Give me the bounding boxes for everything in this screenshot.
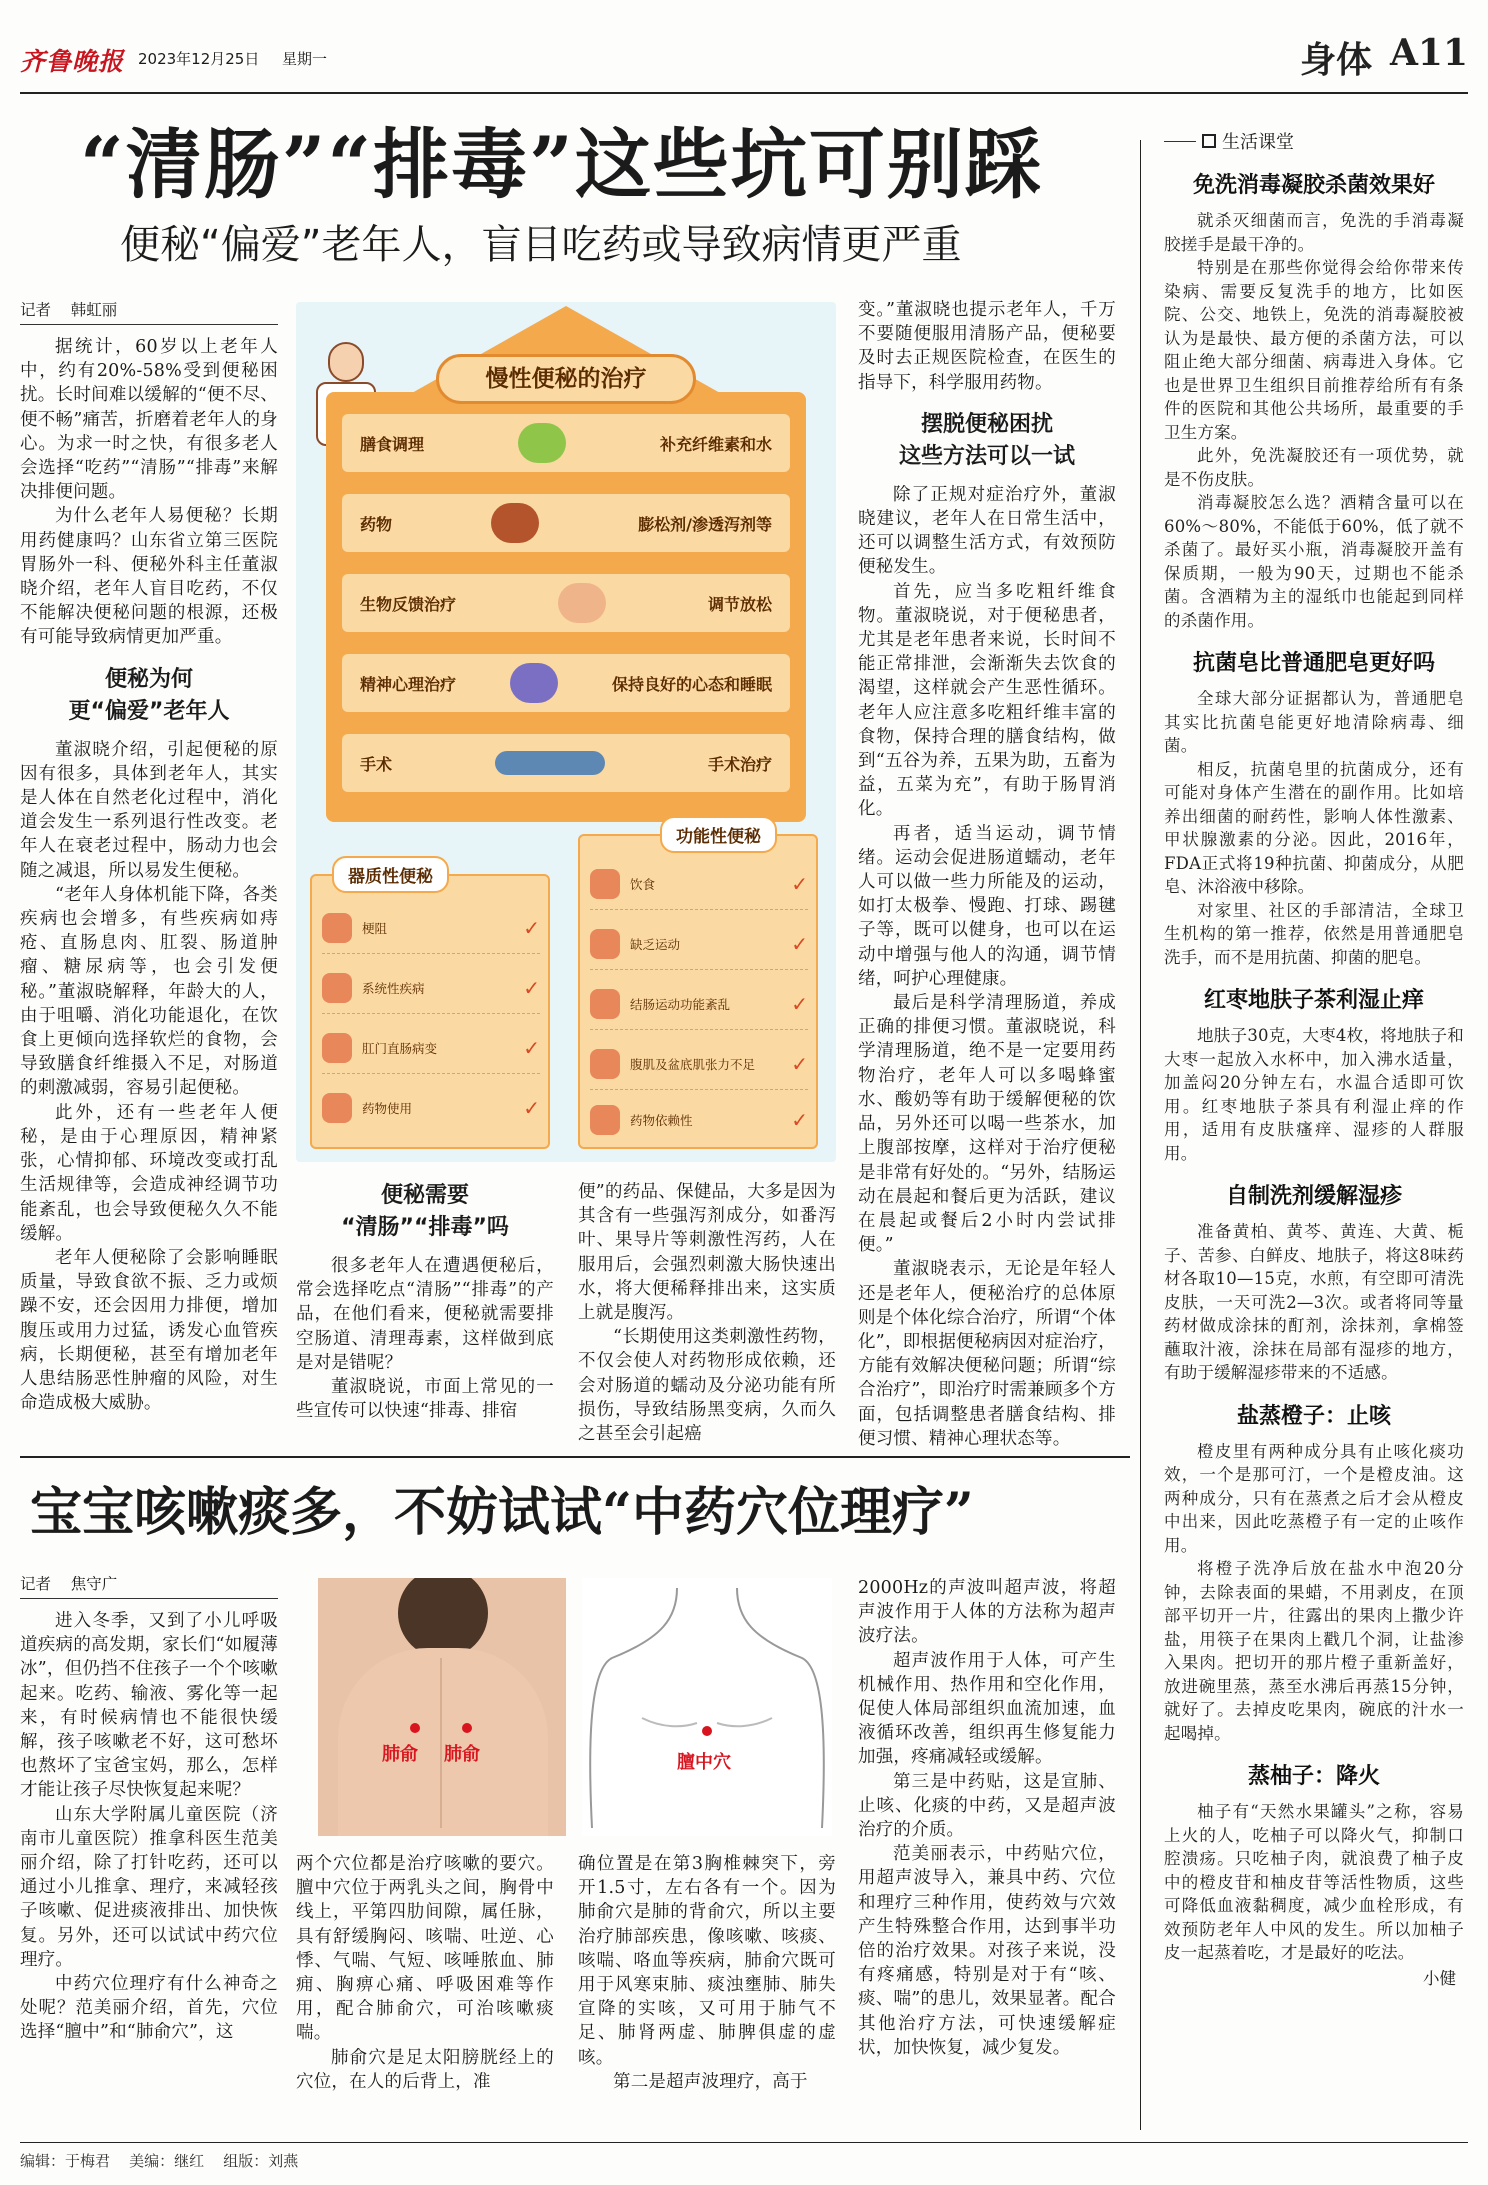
square-icon [1202, 134, 1216, 148]
paragraph: 山东大学附属儿童医院（济南市儿童医院）推拿科医生范美丽介绍，除了打针吃药，还可以通过小儿推拿、理疗，来减轻孩子咳嗽、促进痰液排出、加快恢复。另外，还可以试试中药穴位理疗。 [20, 1804, 278, 1970]
subheading-escape: 摆脱便秘困扰 这些方法可以一试 [898, 411, 1075, 469]
cause-row [322, 1022, 540, 1074]
layout-name: 刘燕 [268, 2152, 299, 2170]
treatment-row [342, 414, 790, 472]
check-icon: ✓ [791, 871, 808, 896]
cause-label: 系统性疾病 [362, 980, 425, 996]
art-name: 继红 [174, 2152, 205, 2170]
article2-col3 [578, 1852, 836, 2094]
paragraph: 此外，还有一些老年人便秘，是由于心理原因，精神紧张，心情抑郁、环境改变或打乱生活规律等，会造成神经调节功能紊乱，也会导致便秘久久不能缓解。 [20, 1102, 278, 1244]
treatment-row [342, 734, 790, 792]
sidebar-paragraph: 消毒凝胶怎么选？酒精含量可以在60%～80%，不能低于60%，低了就不杀菌了。最好买小瓶，消毒凝胶开盖有保质期，一般为90天，过期也不能杀菌。含酒精为主的湿纸巾也能起到同样的杀菌作用。 [1164, 493, 1464, 630]
paragraph: 很多老年人在遭遇便秘后，常会选择吃点“清肠”“排毒”的产品，在他们看来，便秘就需要排空肠道、清理毒素，这样做到底是对是错呢？ [296, 1256, 554, 1373]
sidebar-section-title: 抗菌皂比普通肥皂更好吗 [1192, 651, 1435, 676]
medicine-icon [322, 1093, 352, 1123]
masthead-rule [20, 92, 1468, 94]
cause-label: 药物依赖性 [630, 1113, 693, 1128]
newspaper-logo: 齐鲁晚报 [20, 47, 125, 76]
paragraph: 超声波作用于人体，可产生机械作用、热作用和空化作用，促使人体局部组织血流加速，血液循环改善，组织再生修复能力加强，疼痛减轻或缓解。 [858, 1650, 1116, 1768]
vegetable-icon [518, 423, 566, 463]
article1-subtitle: 便秘“偏爱”老年人，盲目吃药或导致病情更严重 [120, 222, 962, 268]
treatment-infographic [296, 302, 836, 1162]
acupoint-label: 肺俞 [444, 1744, 480, 1765]
sidebar-paragraph: 橙皮里有两种成分具有止咳化痰功效，一个是那可汀，一个是橙皮油。这两种成分，只有在蒸煮之后才会从橙皮中出来，因此吃蒸橙子有一定的止咳作用。 [1164, 1441, 1464, 1555]
sidebar-paragraph: 准备黄柏、黄芩、黄连、大黄、栀子、苦参、白鲜皮、地肤子，将这8味药材各取10—15克，水煎，有空即可清洗皮肤，一天可洗2—3次。或者将同等量药材做成涂抹的酊剂，涂抹剂，拿棉签蘸取汁液，涂抹在局部有湿疹的地方，有助于缓解湿疹带来的不适感。 [1164, 1222, 1464, 1382]
article1-col1 [20, 298, 278, 1415]
acupoint-dot [410, 1723, 420, 1733]
footer-rule [20, 2142, 1468, 2143]
article2-title: 宝宝咳嗽痰多，不妨试试“中药穴位理疗” [30, 1482, 974, 1543]
acupoint-dot [462, 1723, 472, 1733]
sidebar-paragraph: 将橙子洗净后放在盐水中泡20分钟，去除表面的果蜡，不用剥皮，在顶部平切开一片，往露出的果肉上撒少许盐，用筷子在果肉上戳几个洞，让盐渗入果肉。把切开的那片橙子重新盖好，放进碗里蒸，蒸至水沸后再蒸15分钟，就好了。去掉皮吃果肉，碗底的汁水一起喝掉。 [1164, 1559, 1464, 1743]
check-icon: ✓ [791, 1108, 808, 1132]
organic-title: 器质性便秘 [332, 856, 449, 893]
paragraph: 变。”董淑晓也提示老年人，千万不要随便服用清肠产品，便秘要及时去正规医院检查，在医生的指导下，科学服用药物。 [858, 300, 1116, 393]
cause-label: 药物使用 [362, 1101, 413, 1116]
cause-row [590, 918, 808, 970]
masthead [20, 28, 1468, 90]
paragraph: 首先，应当多吃粗纤维食物。董淑晓说，对于便秘患者，尤其是老年患者来说，长时间不能正常排泄，会渐渐失去饮食的渴望，这样就会产生恶性循环。老年人应注意多吃粗纤维丰富的食物，保持合理的膳食结构，做到“五谷为养，五果为助，五畜为益，五菜为充”，有助于肠胃消化。 [858, 581, 1116, 820]
cause-label: 结肠运动功能紊乱 [630, 996, 731, 1012]
paragraph: 中药穴位理疗有什么神奇之处呢？范美丽介绍，首先，穴位选择“膻中”和“肺俞穴”，这 [20, 1974, 278, 2043]
paragraph: 范美丽表示，中药贴穴位，用超声波导入，兼具中药、穴位和理疗三种作用，使药效与穴效产生特殊整合作用，达到事半功倍的治疗效果。对孩子来说，没有疼痛感，特别是对于有“咳、痰、喘”的患儿，效果显著。配合其他治疗方法，可快速缓解症状，加快恢复，减少复发。 [858, 1844, 1116, 2058]
art-label: 美编 [129, 2152, 160, 2170]
colon-icon [322, 1033, 352, 1063]
article1-col2 [296, 1180, 554, 1423]
brain-icon [558, 583, 606, 623]
cause-label: 梗阻 [362, 920, 388, 936]
treatment-row [342, 574, 790, 632]
sidebar-paragraph: 对家里、社区的手部清洁，全球卫生机构的第一推荐，依然是用普通肥皂洗手，而不是用抗菌、抑菌的肥皂。 [1164, 900, 1464, 967]
paragraph: 再者，适当运动，调节情绪。运动会促进肠道蠕动，老年人可以做一些力所能及的运动，如打太极拳、慢跑、打球、踢毽子等，既可以健身，也可以在运动中增强与他人的沟通，调节情绪，呵护心理健康。 [858, 823, 1116, 989]
functional-title: 功能性便秘 [660, 816, 777, 853]
check-icon: ✓ [523, 975, 540, 1000]
sidebar-section-title: 盐蒸橙子：止咳 [1236, 1403, 1391, 1429]
article1-col4 [858, 298, 1116, 1451]
paragraph: “长期使用这类刺激性药物，不仅会使人对药物形成依赖，还会对肠道的蠕动及分泌功能有所损伤，导致结肠黑变病，久而久之甚至会引起癌 [578, 1327, 836, 1445]
treatment-row [342, 494, 790, 552]
paragraph: 进入冬季，又到了小儿呼吸道疾病的高发期，家长们“如履薄冰”，但仍挡不住孩子一个个咳嗽起来。吃药、输液、雾化等一起来，有时候病情也不能很快缓解，孩子咳嗽老不好，这可愁坏也熬坏了宝爸宝妈，那么，怎样才能让孩子尽快恢复起来呢？ [20, 1611, 278, 1801]
check-icon: ✓ [523, 1096, 540, 1120]
sidebar-paragraph: 就杀灭细菌而言，免洗的手消毒凝胶搓手是最干净的。 [1164, 211, 1464, 254]
child-back-photo [318, 1578, 566, 1836]
article2-col4 [858, 1576, 1116, 2060]
sidebar-paragraph: 柚子有“天然水果罐头”之称，容易上火的人，吃柚子可以降火气，抑制口腔溃疡。只吃柚子肉，就浪费了柚子皮中的橙皮苷和柚皮苷等活性物质，这些可降低血液黏稠度，减少血栓形成，有效预防老年人中风的发生。所以加柚子皮一起蒸着吃，才是最好的吃法。 [1164, 1802, 1464, 1962]
paragraph: 董淑晓表示，无论是年轻人还是老年人，便秘治疗的总体原则是个体化综合治疗，所谓“个体化”，即根据便秘病因对症治疗，方能有效解决便秘问题；所谓“综合治疗”，即治疗时需兼顾多个方面，包括调整患者膳食结构、排便习惯、精神心理状态等。 [858, 1259, 1116, 1449]
editor-label: 编辑 [20, 2152, 51, 2170]
subheading-need: 便秘需要 “清肠”“排毒”吗 [341, 1183, 509, 1240]
cause-row [590, 1038, 808, 1090]
pill-bottle-icon [491, 503, 539, 543]
pelvis-icon [590, 1049, 620, 1079]
check-icon: ✓ [791, 1051, 808, 1076]
food-icon [590, 869, 620, 899]
sofa-icon [590, 929, 620, 959]
sidebar-life-tips [1164, 128, 1464, 1989]
sidebar-divider [1140, 140, 1141, 2130]
article1-title: “清肠”“排毒”这些坑可别踩 [80, 120, 1043, 209]
treatment-effect: 膨松剂/渗透泻剂等 [638, 514, 772, 534]
acupoint-dot [702, 1726, 712, 1736]
cause-label: 缺乏运动 [630, 936, 681, 952]
sidebar-header [1164, 128, 1464, 154]
sidebar-section-title: 自制洗剂缓解湿疹 [1225, 1184, 1402, 1209]
article-divider [20, 1456, 1130, 1458]
treatment-method: 膳食调理 [360, 434, 425, 454]
organic-constipation-box [310, 867, 550, 1149]
acupoint-label: 膻中穴 [677, 1752, 731, 1773]
cause-row [322, 902, 540, 954]
check-icon: ✓ [791, 931, 808, 956]
layout-label: 组版 [223, 2152, 254, 2170]
paragraph: 董淑晓说，市面上常见的一些宣传可以快速“排毒、排宿 [296, 1377, 554, 1422]
paragraph: 2000Hz的声波叫超声波，将超声波作用于人体的方法称为超声波疗法。 [858, 1578, 1116, 1647]
operating-table-icon [495, 751, 605, 775]
sidebar-paragraph: 相反，抗菌皂里的抗菌成分，还有可能对身体产生潜在的副作用。比如培养出细菌的耐药性，影响人体性激素、甲状腺激素的分泌。因此，2016年，FDA正式将19种抗菌、抑菌成分，从肥皂、沐浴液中移除。 [1164, 759, 1464, 896]
article2-col2 [296, 1852, 554, 2094]
paragraph: 为什么老年人易便秘？长期用药健康吗？山东省立第三医院胃肠外一科、便秘外科主任董淑晓介绍，老年人盲目吃药，不仅不能解决便秘问题的根源，还极有可能导致病情更加严重。 [20, 506, 278, 648]
article2-col1 [20, 1572, 278, 2045]
treatment-effect: 手术治疗 [707, 754, 772, 774]
treatment-effect: 调节放松 [707, 594, 772, 614]
article1-col3 [578, 1180, 836, 1446]
chest-diagram [582, 1578, 832, 1836]
cause-label: 肛门直肠病变 [362, 1040, 438, 1056]
cause-row [322, 1082, 540, 1134]
byline [20, 298, 278, 325]
editor-name: 于梅君 [65, 2152, 111, 2170]
functional-constipation-box [578, 827, 818, 1149]
section-name: 身体 [1299, 39, 1372, 81]
paragraph: 第三是中药贴，这是宣肺、止咳、化痰的中药，又是超声波治疗的介质。 [858, 1771, 1116, 1841]
paragraph: 老年人便秘除了会影响睡眠质量，导致食欲不振、乏力或烦躁不安，还会因用力排便，增加腹压或用力过猛，诱发心血管疾病，长期便秘，甚至有增加老年人患结肠恶性肿瘤的风险，对生命造成极大威胁。 [20, 1247, 278, 1414]
meditation-icon [510, 663, 558, 703]
page-footer: 编辑：于梅君 美编：继红 组版：刘燕 [20, 2152, 299, 2170]
paragraph: 董淑晓介绍，引起便秘的原因有很多，具体到老年人，其实是人体在自然老化过程中，消化道会发生一系列退行性改变。老年人在衰老过程中，肠动力也会随之减退，所以易发生便秘。 [20, 739, 278, 881]
byline-name: 焦守广 [70, 1575, 118, 1593]
treatment-method: 手术 [360, 754, 393, 774]
treatment-method: 精神心理治疗 [360, 674, 457, 694]
byline-name: 韩虹丽 [70, 301, 118, 319]
paragraph: “老年人身体机能下降，各类疾病也会增多，有些疾病如痔疮、直肠息肉、肛裂、肠道肿瘤、糖尿病等，也会引发便秘。”董淑晓解释，年龄大的人，由于咀嚼、消化功能退化，在饮食上更倾向选择软烂的食物，会导致膳食纤维摄入不足，对肠道的刺激减弱，容易引起便秘。 [20, 884, 278, 1099]
issue-date: 2023年12月25日 [138, 50, 260, 68]
paragraph: 肺俞穴是足太阳膀胱经上的穴位，在人的后背上，准 [296, 2047, 554, 2092]
paragraph: 两个穴位都是治疗咳嗽的要穴。膻中穴位于两乳头之间，胸骨中线上，平第四肋间隙，属任脉，具有舒缓胸闷、咳喘、吐逆、心悸、气喘、气短、咳唾脓血、肺痈、胸痹心痛、呼吸困难等作用，配合肺俞穴，可治咳嗽痰喘。 [296, 1854, 554, 2044]
treatment-effect: 补充纤维素和水 [659, 434, 772, 454]
treatment-panel [326, 366, 806, 822]
paragraph: 据统计，60岁以上老年人中，约有20%-58%受到便秘困扰。长时间难以缓解的“便不尽、便不畅”痛苦，折磨着老年人的身心。为求一时之快，有很多老人会选择“吃药”“清肠”“排毒”来解决排便问题。 [20, 337, 278, 503]
sidebar-paragraph: 此外，免洗凝胶还有一项优势，就是不伤皮肤。 [1164, 446, 1464, 489]
check-icon: ✓ [523, 915, 540, 940]
treatment-row [342, 654, 790, 712]
byline [20, 1572, 278, 1599]
acupoint-label: 肺俞 [382, 1744, 418, 1765]
byline-label: 记者 [20, 301, 52, 319]
check-icon: ✓ [791, 991, 808, 1016]
bowel-icon [590, 989, 620, 1019]
cause-label: 饮食 [630, 876, 656, 892]
paragraph: 最后是科学清理肠道，养成正确的排便习惯。董淑晓说，科学清理肠道，绝不是一定要用药物治疗，老年人可以多喝蜂蜜水、酸奶等有助于缓解便秘的饮品，另外还可以喝一些茶水，加上腹部按摩，这样对于治疗便秘是非常有好处的。“另外，结肠运动在晨起和餐后更为活跃，建议在晨起或餐后2小时内尝试排便。” [858, 993, 1116, 1256]
torso-outline [582, 1578, 832, 1836]
cause-row [590, 858, 808, 910]
sidebar-signoff: 小健 [1423, 1968, 1456, 1988]
treatment-effect: 保持良好的心态和睡眠 [611, 674, 772, 694]
issue-weekday: 星期一 [282, 50, 328, 68]
paragraph: 第二是超声波理疗，高于 [613, 2071, 808, 2092]
pill-bottle-icon [590, 1105, 620, 1135]
sidebar-section-title: 免洗消毒凝胶杀菌效果好 [1192, 173, 1435, 198]
sidebar-section-title: 蒸柚子：降火 [1247, 1764, 1380, 1789]
treatment-method: 药物 [360, 514, 393, 534]
paragraph: 除了正规对症治疗外，董淑晓建议，老年人在日常生活中，还可以调整生活方式，有效预防便秘发生。 [858, 484, 1116, 578]
cause-label: 腹肌及盆底肌张力不足 [630, 1056, 756, 1072]
sidebar-header-label: 生活课堂 [1222, 132, 1294, 153]
sidebar-section-title: 红枣地肤子茶利湿止痒 [1203, 988, 1424, 1013]
sidebar-paragraph: 特别是在那些你觉得会给你带来传染病、需要反复洗手的地方，比如医院、公交、地铁上，免洗的消毒凝胶被认为是最快、最方便的杀菌方法，可以阻止绝大部分细菌、病毒进入身体。它也是世界卫生组织目前推荐给所有有条件的医院和其他公共场所，最重要的手卫生方案。 [1164, 258, 1464, 442]
cause-row [322, 962, 540, 1014]
byline-label: 记者 [20, 1575, 52, 1593]
paragraph: 确位置是在第3胸椎棘突下，旁开1.5寸，左右各有一个。因为肺俞穴是肺的背俞穴，所以主要治疗肺部疾患，像咳嗽、咳痰、咳喘、咯血等疾病，肺俞穴既可用于风寒束肺、痰浊壅肺、肺失宣降的实咳，又可用于肺气不足、肺肾两虚、肺脾俱虚的虚咳。 [578, 1854, 836, 2068]
treatment-method: 生物反馈治疗 [360, 594, 457, 614]
subheading-why: 便秘为何 更“偏爱”老年人 [68, 666, 230, 724]
page-number: A11 [1389, 32, 1468, 74]
cause-row [590, 978, 808, 1030]
infographic-title: 慢性便秘的治疗 [436, 354, 696, 404]
sidebar-paragraph: 地肤子30克，大枣4枚，将地肤子和大枣一起放入水杯中，加入沸水适量，加盖闷20分钟左右，水温合适即可饮用。红枣地肤子茶具有利湿止痒的作用，适用有皮肤瘙痒、湿疹的人群服用。 [1164, 1026, 1464, 1163]
check-icon: ✓ [523, 1035, 540, 1060]
cause-row [590, 1094, 808, 1146]
intestine-icon [322, 913, 352, 943]
organs-icon [322, 973, 352, 1003]
sidebar-paragraph: 全球大部分证据都认为，普通肥皂其实比抗菌皂能更好地清除病毒、细菌。 [1164, 689, 1464, 755]
paragraph: 便”的药品、保健品，大多是因为其含有一些强泻剂成分，如番泻叶、果导片等刺激性泻药，人在服用后，会强烈刺激大肠快速出水，将大便稀释排出来，这实质上就是腹泻。 [578, 1182, 836, 1324]
